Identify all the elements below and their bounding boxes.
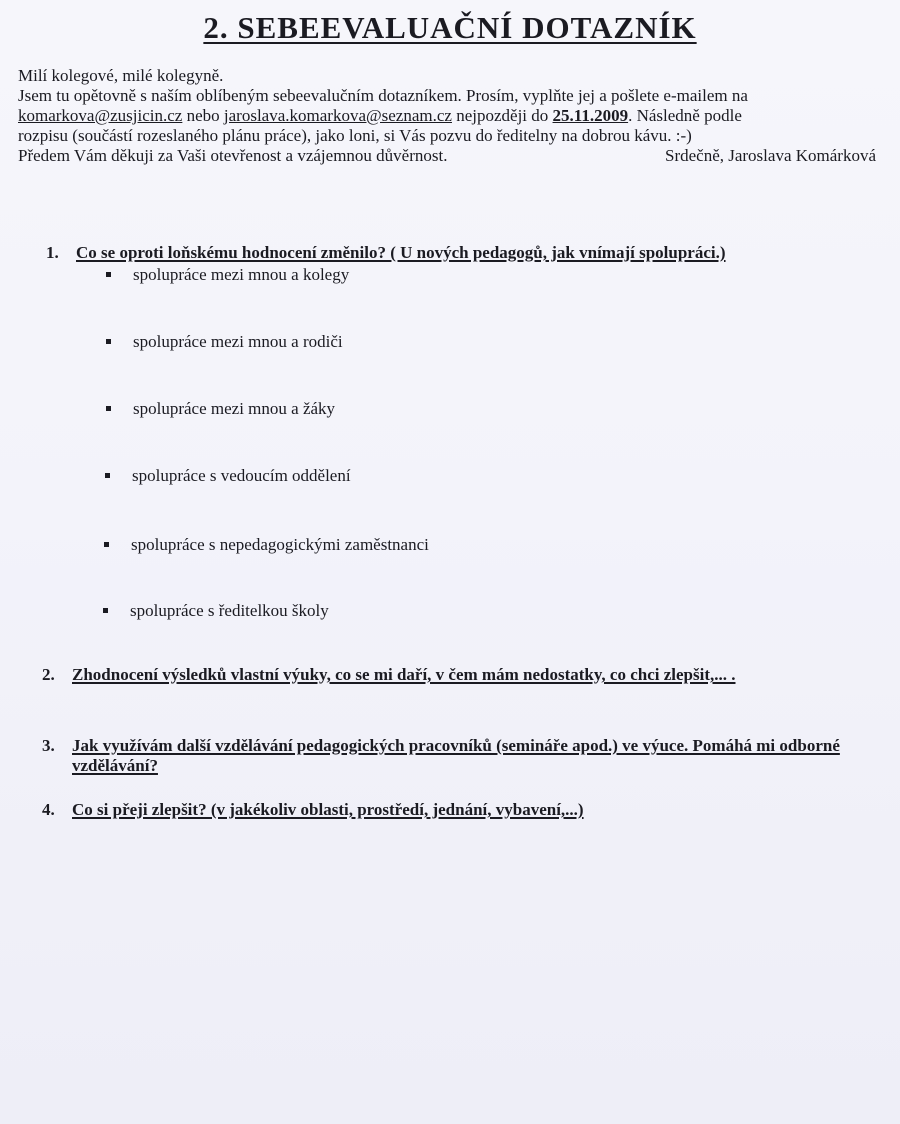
list-item-text: spolupráce s ředitelkou školy — [130, 601, 329, 620]
bullet-icon — [106, 272, 111, 277]
question-2 — [42, 665, 872, 689]
greeting: Milí kolegové, milé kolegyně. — [18, 66, 224, 85]
list-item — [103, 601, 329, 621]
list-item-text: spolupráce mezi mnou a rodiči — [133, 332, 343, 351]
question-text: Co si přeji zlepšit? (v jakékoliv oblasti, prostředí, jednání, vybavení,...) — [72, 800, 584, 819]
thanks-text: Předem Vám děkuji za Vaši otevřenost a vzájemnou důvěrnost. — [18, 146, 448, 165]
bullet-icon — [105, 473, 110, 478]
list-item-text: spolupráce s vedoucím oddělení — [132, 466, 351, 485]
question-1 — [46, 243, 866, 267]
question-3 — [42, 736, 872, 780]
page-title — [0, 10, 900, 46]
list-item — [105, 466, 351, 486]
list-item — [106, 399, 335, 419]
question-number: 2. — [42, 665, 55, 684]
bullet-icon — [106, 339, 111, 344]
bullet-icon — [103, 608, 108, 613]
intro-line-schedule: rozpisu (součástí rozeslaného plánu práce), jako loni, si Vás pozvu do ředitelny na dobrou kávu. :-) — [18, 126, 692, 145]
intro-after-date: . Následně podle — [628, 106, 742, 125]
intro-letter — [18, 66, 878, 166]
bullet-icon — [106, 406, 111, 411]
list-item — [106, 265, 349, 285]
email-link-seznam[interactable]: jaroslava.komarkova@seznam.cz — [223, 106, 452, 125]
list-item-text: spolupráce mezi mnou a žáky — [133, 399, 336, 418]
email-link-school[interactable]: komarkova@zusjicin.cz — [18, 106, 183, 125]
intro-line-thanks — [18, 146, 878, 166]
list-item-text: spolupráce s nepedagogickými zaměstnanci — [131, 535, 429, 554]
question-text: Co se oproti loňskému hodnocení změnilo? ( U nových pedagogů, jak vnímají spolupráci.) — [76, 243, 726, 262]
page-title-text: 2. SEBEEVALUAČNÍ DOTAZNÍK — [203, 10, 697, 45]
question-text: Zhodnocení výsledků vlastní výuky, co se mi daří, v čem mám nedostatky, co chci zlepšit,... . — [72, 665, 736, 684]
signature: Srdečně, Jaroslava Komárková — [664, 146, 876, 165]
bullet-icon — [104, 542, 109, 547]
question-text: Jak využívám další vzdělávání pedagogických pracovníků (semináře apod.) ve výuce. Pomáhá mi odborné vzdělávání? — [72, 736, 840, 775]
list-item — [104, 535, 429, 555]
intro-line-request: Jsem tu opětovně s naším oblíbeným sebeevalučním dotazníkem. Prosím, vyplňte jej a pošlete e-mailem na — [18, 86, 748, 105]
deadline-date: 25.11.2009 — [552, 106, 629, 125]
question-4 — [42, 800, 872, 824]
intro-line-emails — [18, 106, 878, 126]
intro-or: nebo — [182, 106, 224, 125]
question-number: 3. — [42, 736, 55, 755]
intro-deadline-text: nejpozději do — [451, 106, 553, 125]
list-item — [106, 332, 343, 352]
question-number: 4. — [42, 800, 55, 819]
list-item-text: spolupráce mezi mnou a kolegy — [133, 265, 350, 284]
question-number: 1. — [46, 243, 59, 262]
